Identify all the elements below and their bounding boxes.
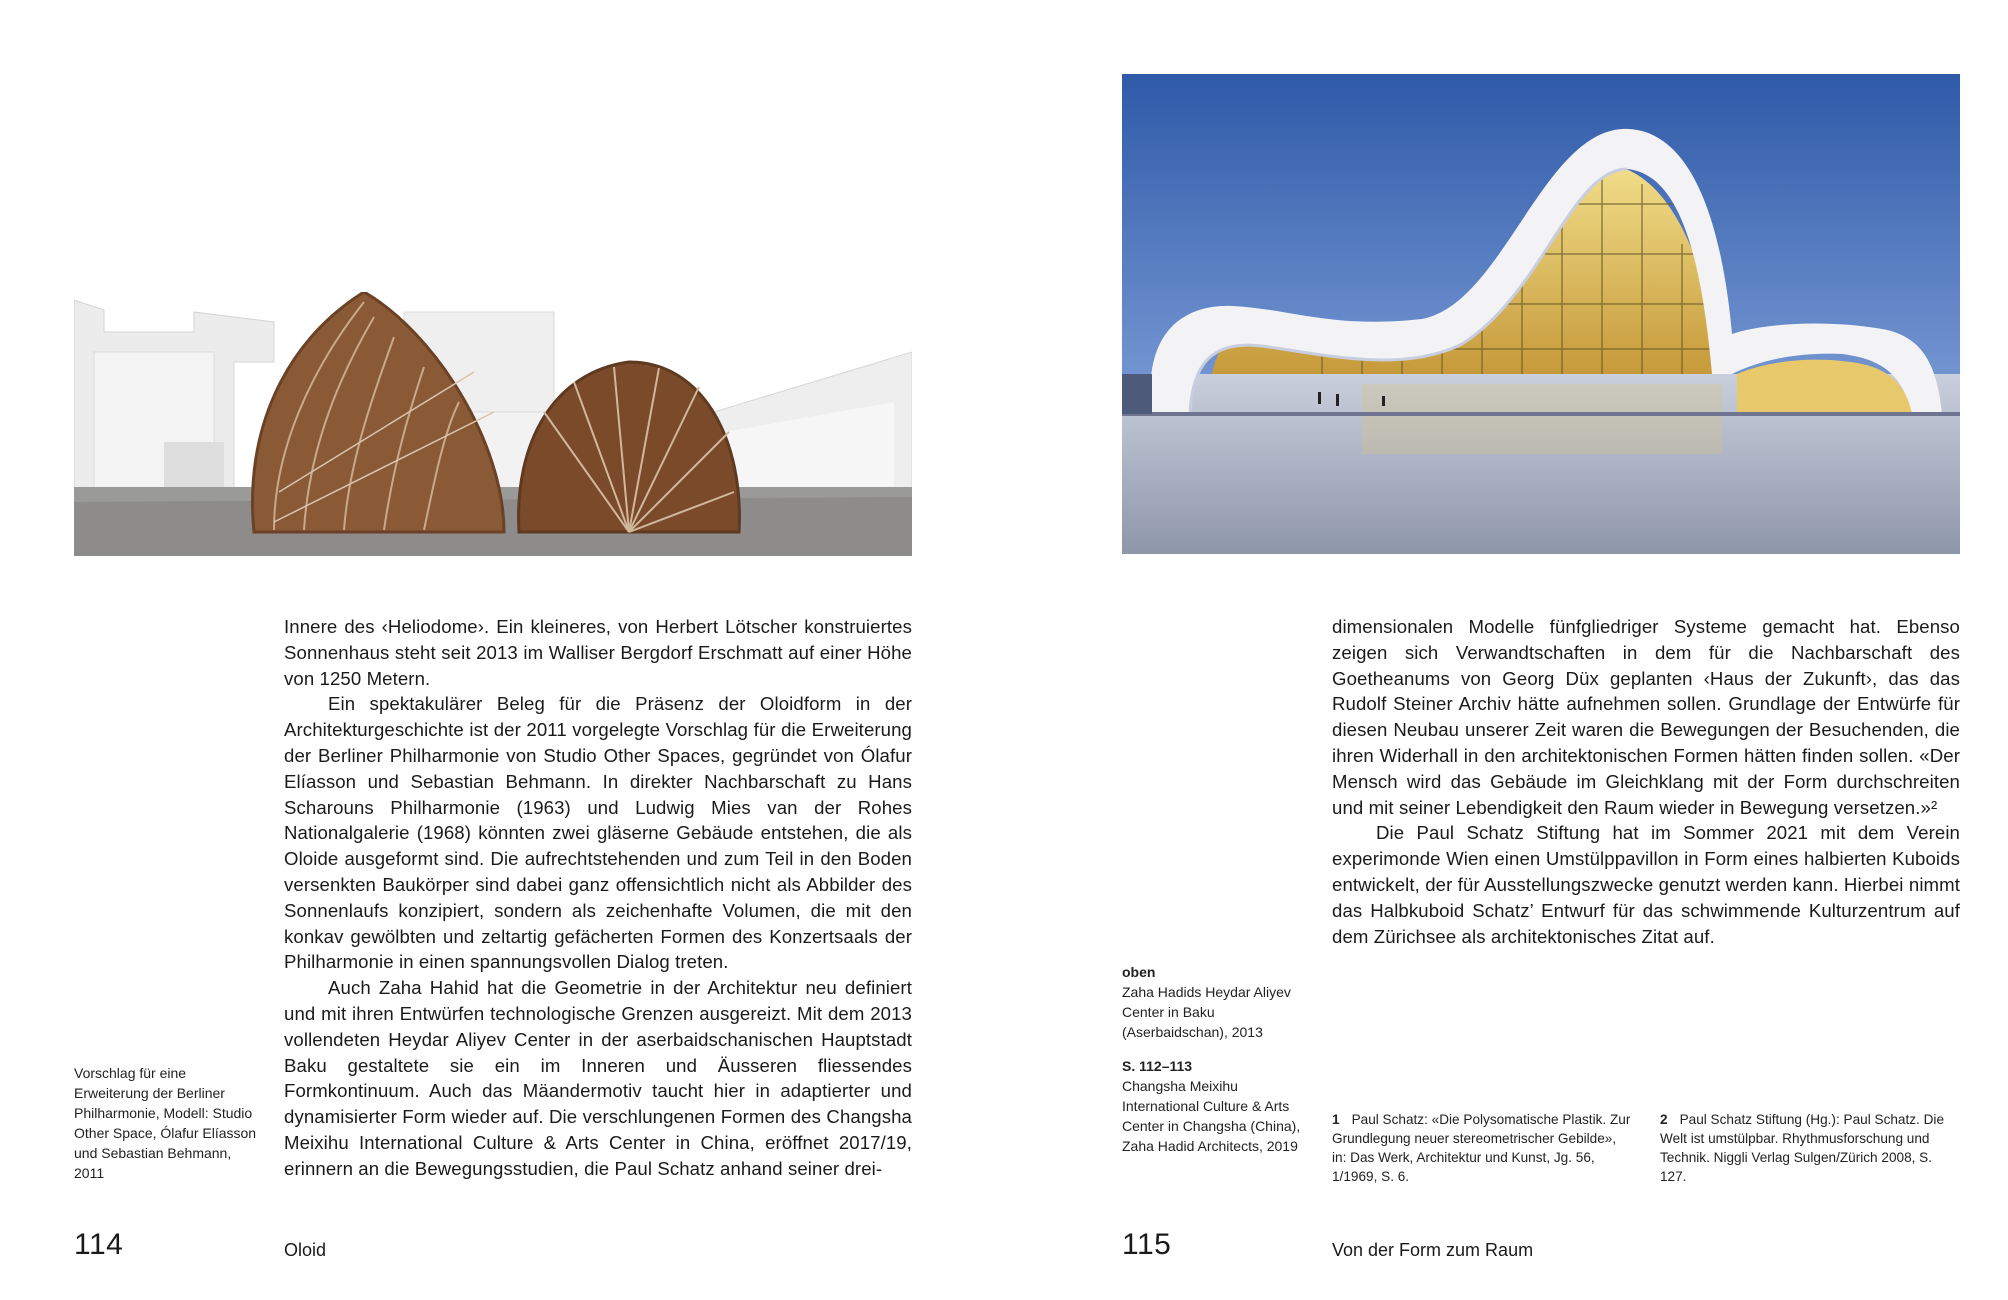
footnote-1-text: Paul Schatz: «Die Polysomatische Plastik. Zur Grundlegung neuer stereometrischer Gebilde», in: Das Werk, Architektur und Kunst, Jg. 56, 1/1969, S. 6. xyxy=(1332,1112,1631,1184)
footnote-2 xyxy=(1660,1110,1960,1186)
left-body-text xyxy=(284,614,912,1182)
left-caption-text: Vorschlag für eine Erweiterung der Berliner Philharmonie, Modell: Studio Other Space, Ólafur Elíasson und Sebastian Behmann, 2011 xyxy=(74,1065,257,1181)
running-title-left: Oloid xyxy=(284,1240,327,1260)
caption-block-top xyxy=(1122,962,1306,1042)
caption-text-s112: Changsha Meixihu International Culture & Arts Center in Changsha (China), Zaha Hadid Architects, 2019 xyxy=(1122,1078,1301,1154)
caption-title-s112: S. 112–113 xyxy=(1122,1058,1193,1074)
caption-block-s112 xyxy=(1122,1056,1306,1156)
caption-title-oben: oben xyxy=(1122,964,1156,980)
footnote-2-number: 2 xyxy=(1660,1112,1668,1127)
left-paragraph-2: Ein spektakulärer Beleg für die Präsenz der Oloidform in der Architekturgeschichte ist der 2011 vorgelegte Vorschlag für die Erweiterung der Berliner Philharmonie von Studio Other Spaces, gegründet von Ólafur Elíasson und Sebastian Behmann. In direkter Nachbarschaft zu Hans Scharouns Philharmonie (1963) und Ludwig Mies van der Rohes Nationalgalerie (1968) könnten zwei gläserne Gebäude entstehen, die als Oloide ausgeformt sind. Die aufrechtstehenden und zum Teil in den Boden versenkten Baukörper sind dabei ganz offensichtlich nicht als Abbilder des Sonnenlaufs konzipiert, sondern als zeichenhafte Volumen, die mit den konkav gewölbten und zeltartig gefächerten Formen des Konzertsaals der Philharmonie in einen spannungsvollen Dialog treten. xyxy=(284,693,912,973)
footnote-1-number: 1 xyxy=(1332,1112,1340,1127)
right-page xyxy=(1004,0,2008,1300)
left-paragraph-3: Auch Zaha Hahid hat die Geometrie in der Architektur neu definiert und mit ihren Entwürfen technologische Grenzen ausgereizt. Mit dem 2013 vollendeten Heydar Aliyev Center in der aserbaidschanischen Hauptstadt Baku gestaltete sie ein im Inneren und Äusseren fliessendes Formkontinuum. Auch das Mäandermotiv taucht hier in adaptierter und dynamisierter Form wieder auf. Die verschlungenen Formen des Changsha Meixihu International Culture & Arts Center in China, eröffnet 2017/19, erinnern an die Bewegungsstudien, die Paul Schatz anhand seiner drei- xyxy=(284,977,912,1179)
oloid-model-illustration xyxy=(74,292,912,556)
footnote-1 xyxy=(1332,1110,1632,1186)
heydar-aliyev-illustration xyxy=(1122,74,1960,554)
caption-text-oben: Zaha Hadids Heydar Aliyev Center in Baku (Aserbaidschan), 2013 xyxy=(1122,984,1291,1040)
right-paragraph-2: Die Paul Schatz Stiftung hat im Sommer 2021 mit dem Verein experimonde Wien einen Umstülppavillon in Form eines halbierten Kuboids entwickelt, der für Ausstellungszwecke genutzt werden kann. Hierbei nimmt das Halbkuboid Schatz’ Entwurf für das schwimmende Kulturzentrum auf dem Zürichsee als architektonisches Zitat auf. xyxy=(1332,822,1960,947)
left-paragraph-1: Innere des ‹Heliodome›. Ein kleineres, von Herbert Lötscher konstruiertes Sonnenhaus steht seit 2013 im Walliser Bergdorf Erschmatt auf einer Höhe von 1250 Metern. xyxy=(284,616,912,689)
page-number-left: 114 xyxy=(74,1228,124,1261)
footnote-2-text: Paul Schatz Stiftung (Hg.): Paul Schatz. Die Welt ist umstülpbar. Rhythmusforschung und Technik. Niggli Verlag Sulgen/Zürich 2008, S. 127. xyxy=(1660,1112,1945,1184)
right-paragraph-1: dimensionalen Modelle fünfgliedriger Systeme gemacht hat. Ebenso zeigen sich Verwandtschaften in dem für die Nachbarschaft des Goetheanums von Georg Düx geplanten ‹Haus der Zukunft›, das das Rudolf Steiner Archiv hätte aufnehmen sollen. Grundlage der Entwürfe für diesen Neubau unserer Zeit waren die Bewegungen der Besuchenden, die ihren Widerhall in den architektonischen Formen hätten finden sollen. «Der Mensch wird das Gebäude im Gleichklang mit der Form durchschreiten und mit seiner Lebendigkeit den Raum wieder in Bewegung versetzen.»² xyxy=(1332,616,1960,818)
right-body-text xyxy=(1332,614,1960,949)
right-image-captions xyxy=(1122,962,1306,1170)
left-image-caption xyxy=(74,1063,258,1183)
oloid-model-photo xyxy=(74,292,912,556)
page-number-right: 115 xyxy=(1122,1228,1172,1261)
running-title-right: Von der Form zum Raum xyxy=(1332,1240,1534,1260)
heydar-aliyev-photo xyxy=(1122,74,1960,554)
